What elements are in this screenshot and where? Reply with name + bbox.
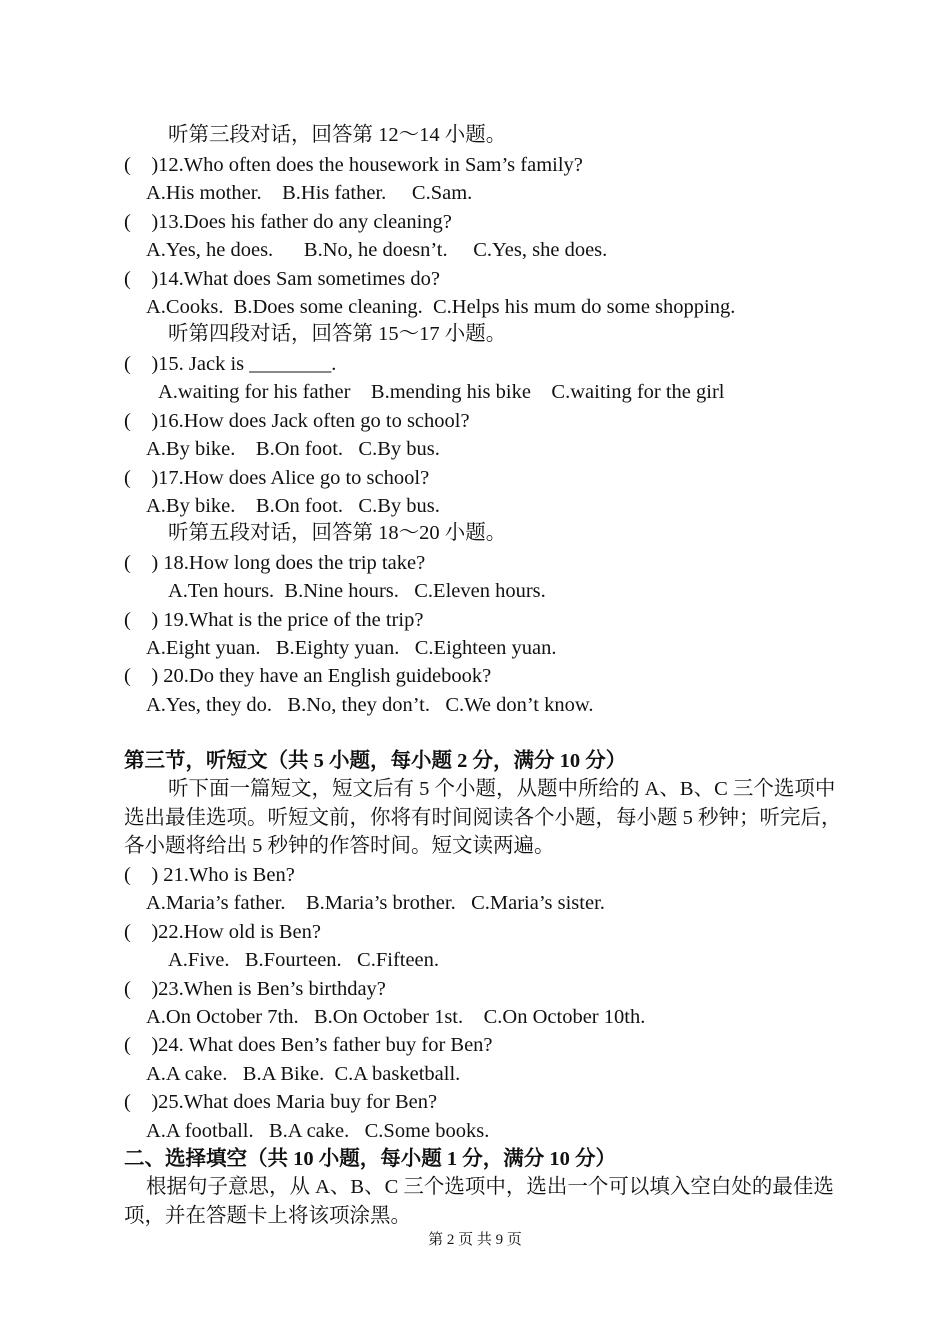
question-prompt: ( )25.What does Maria buy for Ben? bbox=[124, 1091, 438, 1113]
question-prompt: ( ) 21.Who is Ben? bbox=[124, 864, 295, 886]
section-intro-line: 选出最佳选项。听短文前，你将有时间阅读各个小题，每小题 5 秒钟；听完后， bbox=[124, 807, 842, 829]
section-heading: 第三节，听短文（共 5 小题，每小题 2 分，满分 10 分） bbox=[124, 750, 627, 772]
section-heading: 二、选择填空（共 10 小题，每小题 1 分，满分 10 分） bbox=[124, 1148, 616, 1170]
question-options: A.By bike. B.On foot. C.By bus. bbox=[146, 495, 440, 517]
question-options: A.On October 7th. B.On October 1st. C.On October 10th. bbox=[146, 1006, 646, 1028]
section-intro-line: 根据句子意思，从 A、B、C 三个选项中，选出一个可以填入空白处的最佳选 bbox=[146, 1176, 834, 1198]
question-prompt: ( ) 20.Do they have an English guidebook? bbox=[124, 665, 492, 687]
question-options: A.A football. B.A cake. C.Some books. bbox=[146, 1120, 490, 1142]
page-number: 第 2 页 共 9 页 bbox=[428, 1232, 522, 1248]
question-options: A.Cooks. B.Does some cleaning. C.Helps his mum do some shopping. bbox=[146, 296, 736, 318]
question-options: A.A cake. B.A Bike. C.A basketball. bbox=[146, 1063, 461, 1085]
question-prompt: ( )16.How does Jack often go to school? bbox=[124, 410, 470, 432]
question-prompt: ( ) 19.What is the price of the trip? bbox=[124, 609, 424, 631]
question-options: A.Yes, he does. B.No, he doesn’t. C.Yes, she does. bbox=[146, 239, 608, 261]
question-prompt: ( ) 18.How long does the trip take? bbox=[124, 552, 426, 574]
section-intro-line: 项，并在答题卡上将该项涂黑。 bbox=[124, 1205, 411, 1227]
question-prompt: ( )14.What does Sam sometimes do? bbox=[124, 268, 440, 290]
question-prompt: ( )22.How old is Ben? bbox=[124, 921, 322, 943]
question-options: A.waiting for his father B.mending his bike C.waiting for the girl bbox=[158, 381, 725, 403]
question-options: A.Ten hours. B.Nine hours. C.Eleven hours. bbox=[168, 580, 546, 602]
question-options: A.Maria’s father. B.Maria’s brother. C.Maria’s sister. bbox=[146, 892, 605, 914]
question-prompt: ( )24. What does Ben’s father buy for Ben? bbox=[124, 1034, 493, 1056]
question-prompt: ( )13.Does his father do any cleaning? bbox=[124, 211, 452, 233]
question-options: A.Yes, they do. B.No, they don’t. C.We don’t know. bbox=[146, 694, 594, 716]
question-prompt: ( )15. Jack is ________. bbox=[124, 353, 337, 375]
section-intro-line: 各小题将给出 5 秒钟的作答时间。短文读两遍。 bbox=[124, 835, 555, 857]
question-options: A.By bike. B.On foot. C.By bus. bbox=[146, 438, 440, 460]
section-intro-line: 听下面一篇短文，短文后有 5 个小题，从题中所给的 A、B、C 三个选项中 bbox=[168, 778, 836, 800]
section-instruction: 听第三段对话，回答第 12～14 小题。 bbox=[168, 124, 507, 146]
question-prompt: ( )12.Who often does the housework in Sam’s family? bbox=[124, 154, 583, 176]
section-instruction: 听第四段对话，回答第 15～17 小题。 bbox=[168, 323, 507, 345]
question-prompt: ( )17.How does Alice go to school? bbox=[124, 467, 430, 489]
section-instruction: 听第五段对话，回答第 18～20 小题。 bbox=[168, 522, 507, 544]
question-prompt: ( )23.When is Ben’s birthday? bbox=[124, 978, 386, 1000]
question-options: A.Five. B.Fourteen. C.Fifteen. bbox=[168, 949, 440, 971]
question-options: A.Eight yuan. B.Eighty yuan. C.Eighteen yuan. bbox=[146, 637, 557, 659]
question-options: A.His mother. B.His father. C.Sam. bbox=[146, 182, 473, 204]
